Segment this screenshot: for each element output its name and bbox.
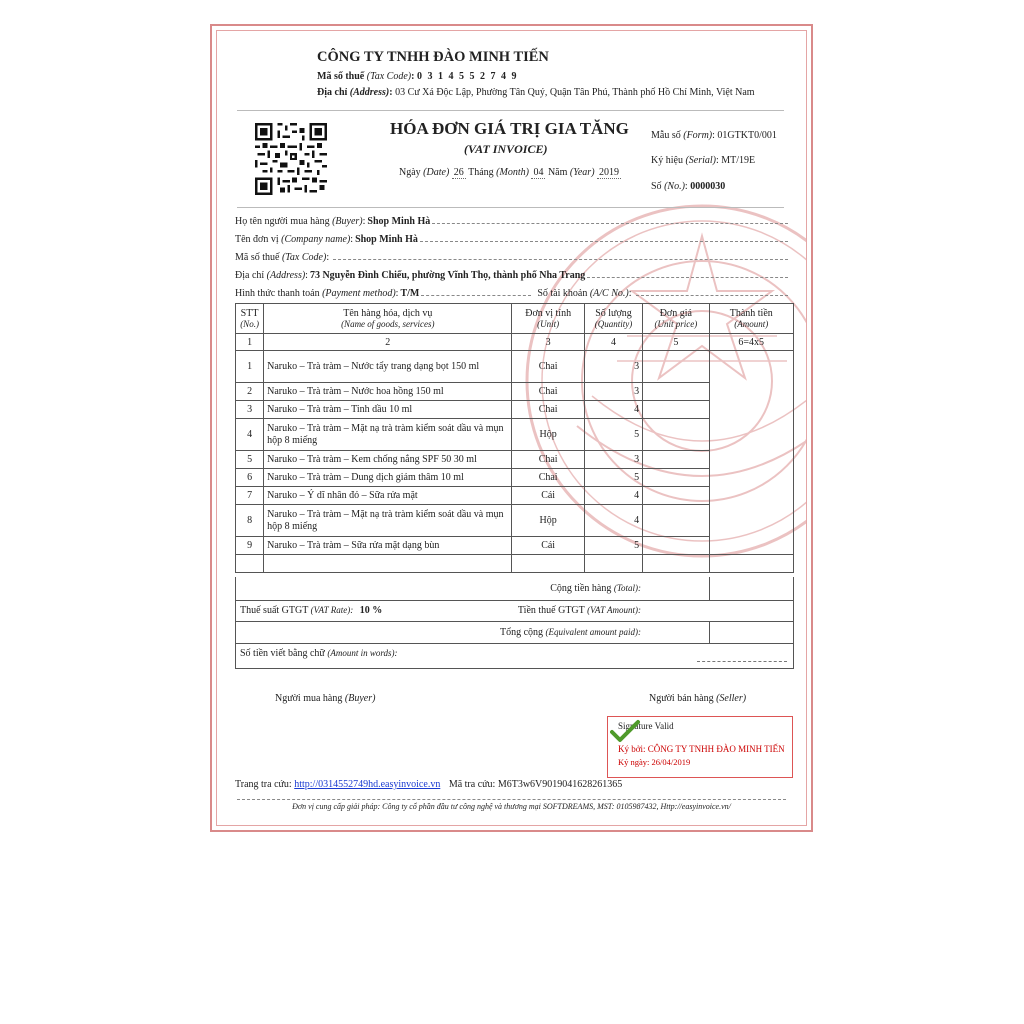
- invoice-subtitle: (VAT INVOICE): [464, 142, 548, 156]
- lookup-line: Trang tra cứu: http://0314552749hd.easyinvoice.vn Mã tra cứu: M6T3w6V9019041628261365: [235, 779, 623, 790]
- grand-total-label: Tổng cộng: [499, 627, 544, 638]
- header-unit: Đơn vị tính (Unit): [512, 304, 584, 334]
- date-day: 26: [453, 167, 464, 178]
- invoice-page: [216, 30, 807, 826]
- buyer-signature-label: Người mua hàng (Buyer): [275, 693, 376, 704]
- table-row: 5 Naruko – Trà tràm – Kem chống nắng SPF 50 30 ml Chai 3: [236, 451, 794, 469]
- buyer-company-field: Tên đơn vị (Company name): Shop Minh Hà: [235, 230, 788, 245]
- summary-vat-row: Thuế suất GTGT (VAT Rate): 10 % Tiền thuế GTGT (VAT Amount):: [236, 601, 793, 622]
- table-row: 8 Naruko – Trà tràm – Mặt nạ trà tràm kiểm soát dầu và mụn hộp 8 miếng Hộp 4: [236, 505, 794, 537]
- company-address: 03 Cư Xá Độc Lập, Phường Tân Quý, Quận Tân Phú, Thành phố Hồ Chí Minh, Việt Nam: [395, 87, 755, 98]
- table-row: 3 Naruko – Trà tràm – Tinh dầu 10 ml Chai 4: [236, 401, 794, 419]
- table-header-row: [236, 304, 794, 334]
- vat-rate-label: Thuế suất GTGT: [240, 605, 309, 616]
- signed-date: Ký ngày: 26/04/2019: [618, 757, 691, 767]
- buyer-company: Shop Minh Hà: [355, 234, 418, 245]
- header-name: Tên hàng hóa, dịch vụ (Name of goods, services): [264, 304, 512, 334]
- qr-code-icon: [255, 123, 327, 195]
- table-row: 9 Naruko – Trà tràm – Sữa rửa mặt dạng bùn Cái 5: [236, 537, 794, 555]
- header-unit-price: Đơn giá (Unit price): [643, 304, 709, 334]
- checkmark-icon: [610, 719, 640, 743]
- invoice-form: Mẫu số (Form): 01GTKT0/001: [651, 130, 777, 141]
- table-row: 6 Naruko – Trà tràm – Dung dịch giảm thâm 10 ml Chai 5: [236, 469, 794, 487]
- lookup-code: M6T3w6V9019041628261365: [497, 779, 623, 790]
- signed-by: Ký bởi: CÔNG TY TNHH ĐÀO MINH TIẾN: [618, 744, 785, 754]
- footer-divider: [237, 799, 786, 800]
- buyer-address-field: Địa chỉ (Address): 73 Nguyễn Đình Chiểu, phường Vĩnh Thọ, thành phố Nha Trang: [235, 266, 788, 281]
- table-row-empty: [236, 555, 794, 573]
- date-month: 04: [533, 167, 544, 178]
- signature-valid-text: Signature Valid: [618, 721, 674, 731]
- summary-box: [235, 577, 794, 669]
- total-amount-cell: [709, 577, 793, 600]
- header-quantity: Số lượng (Quantity): [584, 304, 642, 334]
- summary-grand-row: Tổng cộng (Equivalent amount paid):: [236, 622, 793, 644]
- invoice-serial: Ký hiệu (Serial): MT/19E: [651, 155, 756, 166]
- invoice-date: Ngày (Date) 26 Tháng (Month) 04 Năm (Year) 2019: [399, 167, 620, 178]
- invoice-number: Số (No.): 0000030: [651, 181, 726, 192]
- company-address-line: Địa chỉ (Address): 03 Cư Xá Độc Lập, Phường Tân Quý, Quận Tân Phú, Thành phố Hồ Chí Minh, Việt Nam: [317, 87, 755, 98]
- date-year: 2019: [599, 167, 620, 178]
- buyer-tax-field: Mã số thuế (Tax Code):: [235, 248, 788, 263]
- payment-field: Hình thức thanh toán (Payment method): T/M Số tài khoản (A/C No.):: [235, 284, 788, 299]
- vat-rate: 10 %: [359, 605, 383, 616]
- table-row: 2 Naruko – Trà tràm – Nước hoa hồng 150 ml Chai 3: [236, 383, 794, 401]
- table-row: 4 Naruko – Trà tràm – Mặt nạ trà tràm kiểm soát dầu và mụn hộp 8 miếng Hộp 5: [236, 419, 794, 451]
- seller-signature-label: Người bán hàng (Seller): [649, 693, 747, 704]
- digital-signature-box: [607, 716, 793, 778]
- table-row: 1 Naruko – Trà tràm – Nước tẩy trang dạng bọt 150 ml Chai 3: [236, 351, 794, 383]
- buyer-address: 73 Nguyễn Đình Chiểu, phường Vĩnh Thọ, thành phố Nha Trang: [309, 270, 586, 281]
- column-index-row: 1 2 3 4 5 6=4x5: [236, 334, 794, 351]
- header-stt: STT (No.): [236, 304, 264, 334]
- lookup-link[interactable]: http://0314552749hd.easyinvoice.vn: [294, 779, 441, 790]
- invoice-title: HÓA ĐƠN GIÁ TRỊ GIA TĂNG: [390, 119, 629, 138]
- divider: [237, 110, 784, 111]
- payment-method: T/M: [400, 288, 420, 299]
- total-label: Cộng tiền hàng: [550, 583, 612, 594]
- header-amount: Thành tiền (Amount): [709, 304, 794, 334]
- table-row: 7 Naruko – Ý dĩ nhân đỏ – Sữa rửa mặt Cái 4: [236, 487, 794, 505]
- footer-text: Đơn vị cung cấp giải pháp: Công ty cổ phần đầu tư công nghệ và thương mại SOFTDREAMS, MST: 0105987432, Http://easyinvoice.vn/: [292, 802, 731, 811]
- company-name: CÔNG TY TNHH ĐÀO MINH TIẾN: [317, 49, 549, 65]
- buyer-name-field: Họ tên người mua hàng (Buyer): Shop Minh Hà: [235, 212, 788, 227]
- amount-in-words: Số tiền viết bằng chữ (Amount in words):: [240, 648, 398, 659]
- company-tax-code: 0 3 1 4 5 5 2 7 4 9: [416, 71, 518, 82]
- items-table: [235, 303, 794, 573]
- buyer-name: Shop Minh Hà: [367, 216, 431, 227]
- vat-amount-label: Tiền thuế GTGT: [517, 605, 585, 616]
- company-tax-line: Mã số thuế (Tax Code): 0 3 1 4 5 5 2 7 4 9: [317, 71, 518, 82]
- grand-amount-cell: [709, 622, 793, 643]
- invoice-frame: [210, 24, 813, 832]
- divider: [237, 207, 784, 208]
- summary-total-row: Cộng tiền hàng (Total):: [236, 577, 793, 601]
